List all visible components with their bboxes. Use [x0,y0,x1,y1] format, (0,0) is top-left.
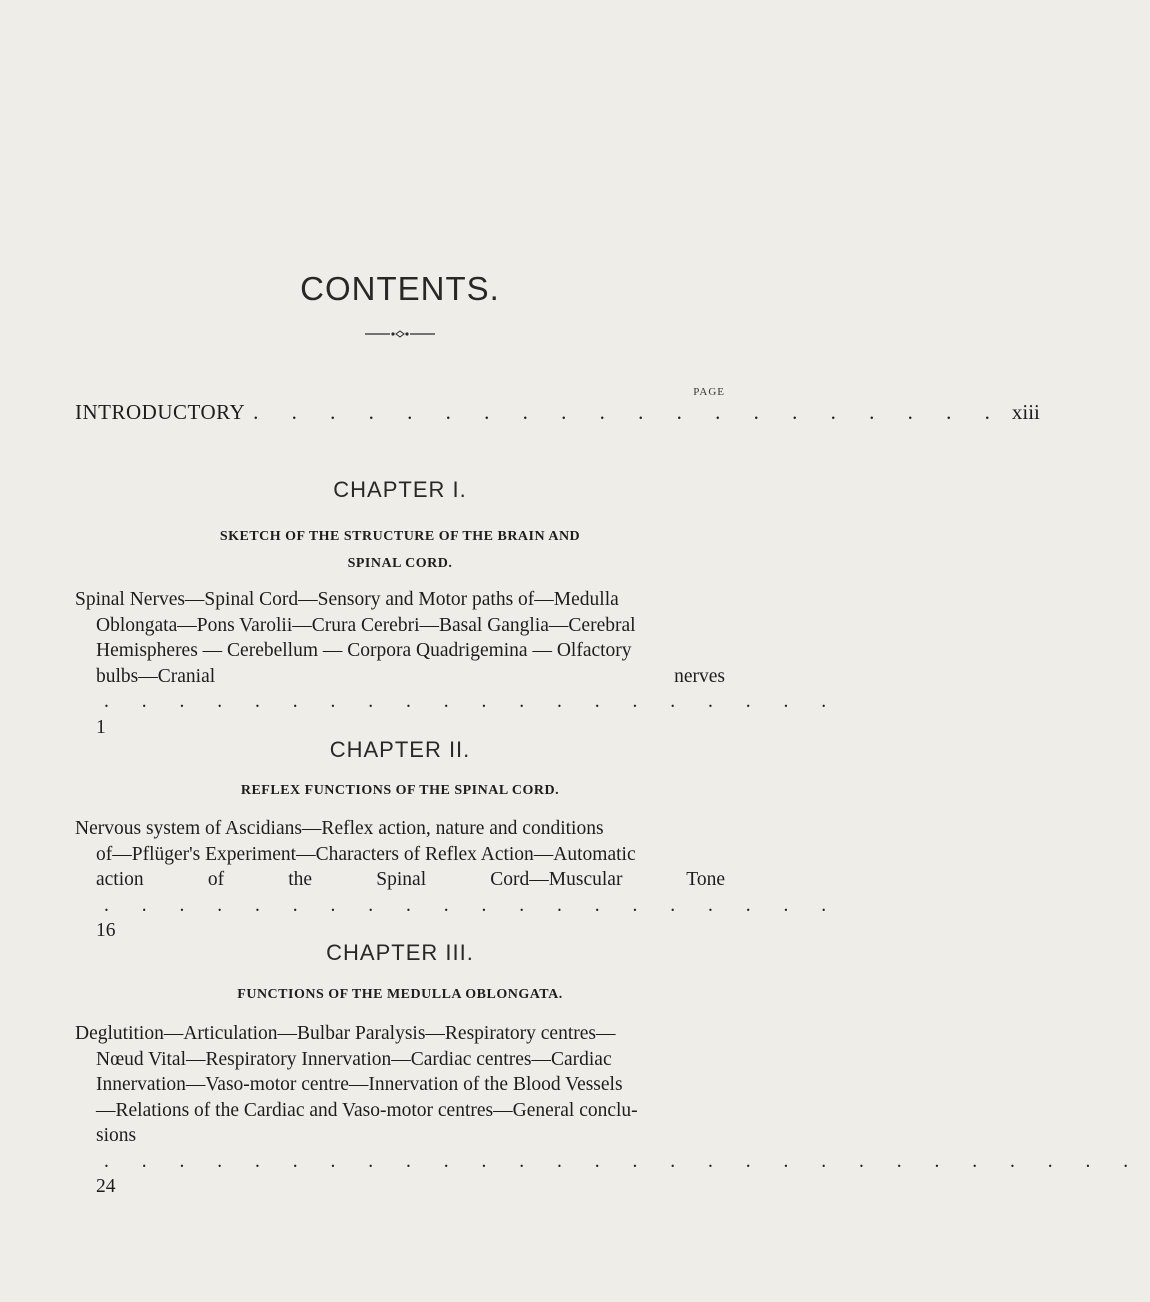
dot-leader: . . . . . . . . . . . . . . . . . . . . [104,691,841,712]
entry-line: action of the Spinal Cord—Muscular Tone [96,869,725,890]
ornament-divider [365,330,435,338]
entry-line: of—Pflüger's Experiment—Characters of Reflex Action—Automatic [96,843,636,865]
dot-leader: . . . . . . . . . . . . . . . . . . . . . . . . . . . . [104,1150,1143,1172]
chapter-1-entry[interactable] [75,587,841,740]
chapter-3-entry[interactable] [75,1021,1143,1200]
entry-line: Deglutition—Articulation—Bulbar Paralysis—Respiratory centres— [75,1023,616,1044]
contents-title: CONTENTS. [300,270,500,307]
entry-line: sions [96,1125,137,1146]
chapter-1-page: 1 [96,716,106,738]
entry-last-line [75,664,841,741]
introductory-label: INTRODUCTORY [75,400,246,424]
entry-line: —Relations of the Cardiac and Vaso-motor centres—General conclu- [96,1099,638,1121]
entry-line: Spinal Nerves—Spinal Cord—Sensory and Motor paths of—Medulla [75,589,619,610]
chapter-2-subtitle [90,777,710,804]
chapter-2-entry[interactable] [75,816,841,944]
entry-line: Hemispheres — Cerebellum — Corpora Quadrigemina — Olfactory [96,640,632,661]
chapter-3-title: CHAPTER III. [326,940,474,965]
chapter-3-subtitle-line: FUNCTIONS OF THE MEDULLA OBLONGATA. [237,987,563,1002]
chapter-3-subtitle [90,981,710,1008]
introductory-entry[interactable] [75,400,1040,425]
entry-line: bulbs—Cranial nerves [96,665,725,687]
chapter-2-title: CHAPTER II. [329,737,471,762]
entry-last-line [75,867,841,944]
dot-leader: . . . . . . . . . . . . . . . . . . . . [253,400,1004,424]
entry-line: Innervation—Vaso-motor centre—Innervation of the Blood Vessels [96,1074,623,1095]
entry-line: Nœud Vital—Respiratory Innervation—Cardiac centres—Cardiac [96,1048,612,1070]
chapter-2-subtitle-line: REFLEX FUNCTIONS OF THE SPINAL CORD. [240,783,560,798]
chapter-1-subtitle-line: SKETCH OF THE STRUCTURE OF THE BRAIN AND [219,529,581,544]
chapter-1-title: CHAPTER I. [333,477,467,502]
introductory-page: xiii [1011,400,1040,424]
entry-line: Oblongata—Pons Varolii—Crura Cerebri—Basal Ganglia—Cerebral [96,614,636,636]
chapter-3-page: 24 [96,1176,116,1197]
page-column-header: PAGE [693,386,725,398]
entry-line: Nervous system of Ascidians—Reflex action, nature and conditions [75,818,604,839]
entry-last-line [75,1123,1143,1200]
chapter-2-page: 16 [96,920,116,941]
chapter-1-subtitle-line: SPINAL CORD. [347,556,453,571]
chapter-1-subtitle [90,523,710,577]
dot-leader: . . . . . . . . . . . . . . . . . . . . [104,894,841,916]
